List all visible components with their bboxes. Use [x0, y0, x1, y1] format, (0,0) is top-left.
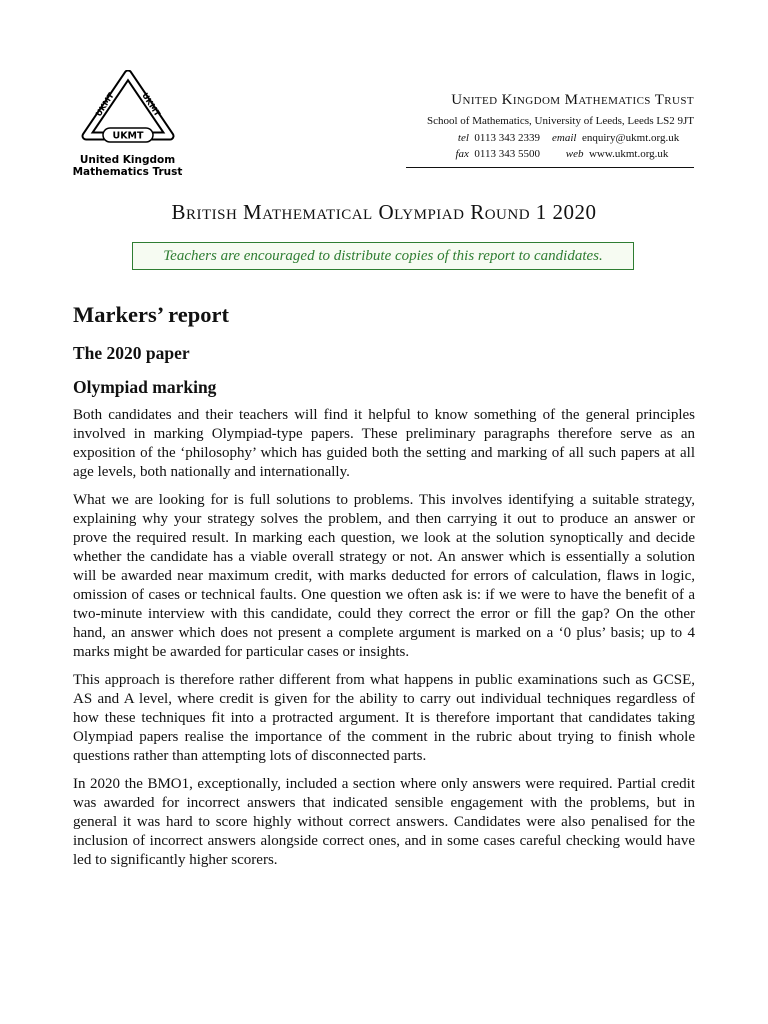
header-divider	[406, 167, 694, 168]
paragraph-3: This approach is therefore rather different from what happens in public examinations such as GCSE, AS and A level, where credit is given for the ability to carry out individual techniques regardless of how these techniques fit into a protracted argument. It is therefore important that candidates taking Olympiad papers realise the importance of the comment in the rubric about trying to finish whole questions rather than attempting lots of disconnected parts.	[73, 672, 695, 764]
email-value[interactable]: enquiry@ukmt.org.uk	[581, 132, 680, 144]
web-label: web	[565, 148, 584, 160]
paragraph-2: What we are looking for is full solutions to problems. This involves identifying a suitable strategy, explaining why your strategy solves the problem, and then carrying it out to produce an answer or prove the required result. In marking each question, we look at the solution synoptically and decide whether the candidate has a viable overall strategy or not. An answer which is essentially a solution will be awarded near maximum credit, with marks deducted for errors of calculation, flaws in logic, omission of cases or technical faults. One question we often ask is: if we were to have the benefit of a two-minute interview with this candidate, could they correct the error or fill the gap? On the other hand, an answer which does not present a complete argument is marked on a ‘0 plus’ basis; up to 4 marks might be awarded for particular cases or insights.	[73, 492, 695, 660]
contact-row-2	[406, 148, 694, 160]
web-value[interactable]: www.ukmt.org.uk	[588, 148, 669, 160]
teacher-notice: Teachers are encouraged to distribute copies of this report to candidates.	[132, 242, 634, 270]
tel-label: tel	[457, 132, 469, 144]
tel-value: 0113 343 2339	[474, 132, 540, 144]
document-title: British Mathematical Olympiad Round 1 2020	[171, 200, 597, 224]
ukmt-logo	[70, 70, 185, 178]
logo-ring-text-right: UKMT	[139, 91, 162, 119]
logo-caption-line-2: Mathematics Trust	[72, 166, 183, 178]
paragraph-4: In 2020 the BMO1, exceptionally, included a section where only answers were required. Partial credit was awarded for incorrect answers that indicated sensible engagement with the problems, but in general it was hard to score highly without correct answers. Candidates were also penalised for the inclusion of incorrect answers alongside correct ones, and in some cases careful checking would have led to significantly higher scorers.	[73, 776, 695, 868]
logo-ring-text-left: UKMT	[93, 91, 116, 119]
contact-row-1	[406, 132, 694, 144]
org-name: United Kingdom Mathematics Trust	[451, 92, 694, 108]
org-address: School of Mathematics, University of Leeds, Leeds LS2 9JT	[426, 115, 694, 127]
ukmt-triangle-logo-icon	[78, 70, 178, 148]
report-body	[73, 300, 695, 879]
org-contact-block	[406, 92, 694, 168]
fax-value: 0113 343 5500	[474, 148, 540, 160]
logo-badge-text: UKMT	[111, 130, 144, 142]
section-heading-paper: The 2020 paper	[73, 343, 190, 363]
paragraph-1: Both candidates and their teachers will find it helpful to know something of the general principles involved in marking Olympiad-type papers. These preliminary paragraphs therefore serve as an exposition of the ‘philosophy’ which has guided both the setting and marking of all such papers at all age levels, both nationally and internationally.	[73, 407, 695, 480]
fax-label: fax	[455, 148, 469, 160]
logo-caption-line-1: United Kingdom	[79, 154, 176, 166]
report-heading: Markers’ report	[73, 302, 229, 327]
section-heading-marking: Olympiad marking	[73, 377, 217, 397]
logo-caption	[70, 154, 185, 178]
email-label: email	[552, 132, 577, 144]
